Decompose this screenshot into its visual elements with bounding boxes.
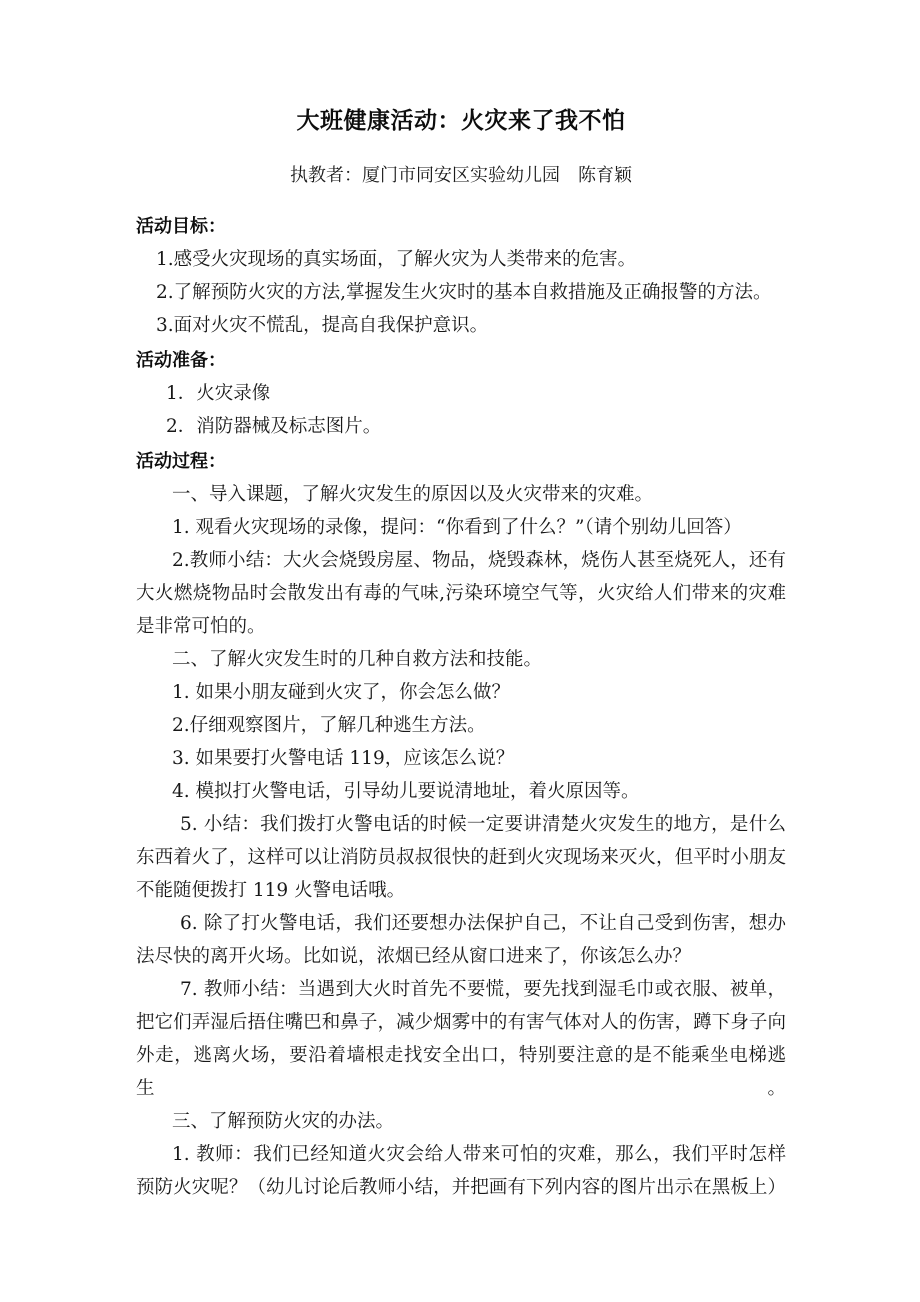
document-content bbox=[136, 104, 786, 1204]
process-part-two-heading: 二、了解火灾发生时的几种自救方法和技能。 bbox=[172, 649, 543, 670]
page-title: 大班健康活动：火灾来了我不怕 bbox=[296, 108, 626, 134]
process-item: 4. 模拟打火警电话，引导幼儿要说清地址，着火原因等。 bbox=[172, 781, 640, 802]
section-heading-process: 活动过程： bbox=[136, 451, 226, 472]
process-item: 2.仔细观察图片，了解几种逃生方法。 bbox=[172, 715, 486, 736]
section-heading-goals: 活动目标： bbox=[136, 216, 226, 237]
process-item: 3. 如果要打火警电话 119，应该怎么说？ bbox=[172, 748, 515, 769]
process-part-one-heading: 一、导入课题，了解火灾发生的原因以及火灾带来的灾难。 bbox=[172, 484, 654, 505]
process-item: 1. 如果小朋友碰到火灾了，你会怎么做？ bbox=[172, 682, 511, 703]
goal-item: 2.了解预防火灾的方法,掌握发生火灾时的基本自救措施及正确报警的方法。 bbox=[156, 282, 772, 303]
process-item: 1. 观看火灾现场的录像，提问：“你看到了什么？”（请个别幼儿回答） bbox=[172, 517, 742, 538]
process-item: 1. 教师：我们已经知道火灾会给人带来可怕的灾难，那么，我们平时怎样预防火灾呢？（幼儿讨论后教师小结，并把画有下列内容的图片出示在黑板上） bbox=[136, 1144, 786, 1198]
document-byline: 执教者：厦门市同安区实验幼儿园 陈育颖 bbox=[290, 165, 632, 186]
goal-item: 1.感受火灾现场的真实场面，了解火灾为人类带来的危害。 bbox=[156, 249, 637, 270]
process-item: 6. 除了打火警电话，我们还要想办法保护自己，不让自己受到伤害，想办法尽快的离开火场。比如说，浓烟已经从窗口进来了，你该怎么办？ bbox=[136, 913, 786, 967]
process-part-three-heading: 三、了解预防火灾的办法。 bbox=[172, 1111, 395, 1132]
section-heading-preparation: 活动准备： bbox=[136, 350, 226, 371]
preparation-item: 2．消防器械及标志图片。 bbox=[166, 416, 382, 437]
goal-item: 3.面对火灾不慌乱，提高自我保护意识。 bbox=[156, 315, 489, 336]
preparation-item: 1．火灾录像 bbox=[166, 383, 271, 404]
process-item: 2.教师小结：大火会烧毁房屋、物品，烧毁森林，烧伤人甚至烧死人，还有大火燃烧物品时会散发出有毒的气味,污染环境空气等，火灾给人们带来的灾难是非常可怕的。 bbox=[136, 550, 786, 637]
process-item: 5. 小结：我们拨打火警电话的时候一定要讲清楚火灾发生的地方，是什么东西着火了，这样可以让消防员叔叔很快的赶到火灾现场来灭火，但平时小朋友不能随便拨打 119 火警电话哦。 bbox=[136, 814, 786, 901]
process-item: 7. 教师小结：当遇到大火时首先不要慌，要先找到湿毛巾或衣服、被单，把它们弄湿后捂住嘴巴和鼻子，减少烟雾中的有害气体对人的伤害，蹲下身子向外走，逃离火场，要沿着墙根走找安全出口，特别要注意的是不能乘坐电梯逃生。 bbox=[136, 979, 786, 1099]
